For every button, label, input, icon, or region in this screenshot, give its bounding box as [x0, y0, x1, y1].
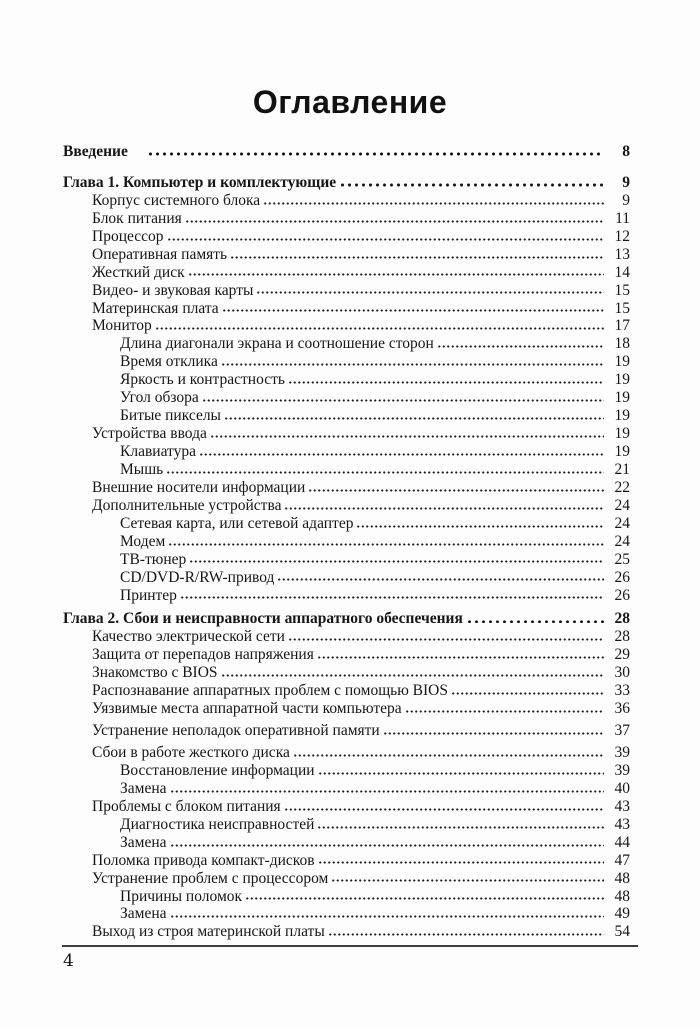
toc-entry	[63, 210, 630, 228]
toc-entry-page: 24	[614, 532, 630, 550]
toc-entry	[63, 497, 630, 515]
toc-entry-page: 26	[614, 568, 630, 586]
dot-leader	[166, 470, 604, 474]
toc-entry-page: 17	[614, 317, 630, 335]
toc-entry-label: Жесткий диск	[92, 263, 185, 281]
toc-entry-page: 44	[614, 833, 630, 851]
toc-entry-label: Длина диагонали экрана и соотношение сторон	[120, 335, 434, 353]
dot-leader	[189, 560, 604, 564]
toc-entry-page: 43	[614, 815, 630, 833]
toc-entry-label: Защита от перепадов напряжения	[92, 646, 314, 664]
toc-entry-page: 8	[622, 143, 630, 160]
toc-entry	[63, 646, 630, 664]
dot-leader	[317, 655, 604, 659]
dot-leader	[339, 183, 604, 187]
toc-entry-label: Модем	[120, 532, 166, 550]
toc-entry	[63, 780, 630, 798]
toc-entry-page: 30	[614, 664, 630, 682]
dot-leader	[170, 914, 604, 918]
toc-entry-page: 19	[614, 443, 630, 460]
dot-leader	[284, 807, 604, 811]
toc-entry-page: 36	[614, 700, 630, 718]
page-number: 4	[63, 951, 74, 971]
toc-entry	[63, 143, 630, 161]
toc-entry	[63, 798, 630, 816]
toc-entry	[63, 317, 630, 335]
dot-leader	[168, 542, 604, 546]
dot-leader	[405, 709, 604, 713]
dot-leader	[383, 731, 604, 735]
toc-entry-page: 19	[614, 371, 630, 389]
toc-entry-label: Видео- и звуковая карты	[92, 281, 254, 299]
toc-entry	[63, 515, 630, 533]
toc-entry-page: 9	[622, 191, 630, 209]
toc-entry-label: Восстановление информации	[120, 761, 315, 779]
toc-entry-label: Битые пикселы	[120, 407, 221, 425]
toc-entry-page: 33	[614, 682, 630, 700]
toc-entry-page: 25	[614, 550, 630, 568]
toc-entry-page: 21	[614, 460, 630, 478]
dot-leader	[185, 219, 604, 223]
dot-leader	[263, 201, 604, 205]
toc-entry-label: Введение	[63, 143, 128, 160]
toc-entry	[63, 628, 630, 646]
dot-leader	[202, 398, 604, 402]
toc-entry-label: Угол обзора	[120, 389, 199, 407]
dot-leader	[224, 416, 604, 420]
toc-entry-page: 40	[614, 779, 630, 797]
toc-entry	[63, 569, 630, 587]
toc-entry-page: 18	[614, 335, 630, 353]
toc-list	[63, 143, 630, 941]
toc-entry	[63, 461, 630, 479]
dot-leader	[210, 434, 604, 438]
toc-entry-label: CD/DVD-R/RW-привод	[120, 568, 275, 586]
toc-entry-page: 12	[614, 227, 630, 245]
dot-leader	[221, 673, 604, 677]
toc-entry-page: 43	[614, 797, 630, 815]
toc-entry-page: 19	[614, 407, 630, 425]
toc-entry-page: 48	[614, 887, 630, 905]
toc-entry-label: Поломка привода компакт-дисков	[92, 851, 315, 869]
toc-entry-page: 29	[614, 646, 630, 664]
dot-leader	[288, 380, 604, 384]
toc-entry	[63, 300, 630, 318]
toc-entry	[63, 335, 630, 353]
toc-entry-label: Знакомство с BIOS	[92, 664, 218, 682]
dot-leader	[451, 691, 604, 695]
toc-entry-label: Устройства ввода	[92, 425, 207, 443]
dot-leader	[230, 255, 604, 259]
dot-leader	[331, 879, 604, 883]
dot-leader	[277, 578, 604, 582]
dot-leader	[288, 637, 604, 641]
dot-leader	[188, 273, 604, 277]
dot-leader	[328, 932, 604, 936]
toc-entry-page: 11	[615, 209, 630, 227]
toc-entry-label: Принтер	[120, 586, 177, 604]
toc-entry	[63, 479, 630, 497]
toc-entry	[63, 888, 630, 906]
dot-leader	[180, 596, 604, 600]
toc-entry	[63, 443, 630, 461]
toc-entry-label: ТВ-тюнер	[120, 550, 187, 568]
toc-entry-label: Диагностика неисправностей	[120, 815, 315, 833]
dot-leader	[356, 524, 604, 528]
dot-leader	[466, 619, 604, 623]
toc-entry	[63, 762, 630, 780]
toc-entry-page: 9	[622, 173, 630, 191]
toc-entry-label: Сбои в работе жесткого диска	[92, 744, 290, 761]
toc-entry-label: Выход из строя материнской платы	[92, 923, 325, 941]
dot-leader	[256, 291, 604, 295]
toc-entry	[63, 700, 630, 718]
dot-leader	[293, 753, 604, 757]
toc-entry-label: Проблемы с блоком питания	[92, 797, 281, 815]
toc-entry-label: Замена	[120, 905, 167, 923]
toc-entry-page: 15	[614, 281, 630, 299]
toc-entry-page: 37	[614, 722, 630, 740]
toc-entry-page: 19	[614, 389, 630, 407]
toc-entry-label: Блок питания	[92, 209, 182, 227]
toc-entry-page: 48	[614, 869, 630, 887]
toc-entry	[63, 389, 630, 407]
toc-entry	[63, 587, 630, 605]
dot-leader	[308, 488, 604, 492]
toc-entry	[63, 282, 630, 300]
toc-entry-page: 39	[614, 744, 630, 761]
toc-entry	[63, 228, 630, 246]
toc-entry-label: Распознавание аппаратных проблем с помощью BIOS	[92, 682, 448, 700]
toc-entry	[63, 610, 630, 628]
toc-entry-page: 24	[614, 496, 630, 514]
toc-entry-label: Корпус системного блока	[92, 191, 261, 209]
toc-entry-page: 39	[614, 761, 630, 779]
dot-leader	[437, 344, 604, 348]
dot-leader	[222, 309, 604, 313]
toc-entry-label: Внешние носители информации	[92, 478, 306, 496]
dot-leader	[221, 362, 604, 366]
toc-entry	[63, 264, 630, 282]
dot-leader	[170, 843, 604, 847]
dot-leader	[318, 771, 604, 775]
toc-entry-label: Глава 1. Компьютер и комплектующие	[63, 173, 337, 191]
toc-entry-label: Устранение неполадок оперативной памяти	[92, 722, 380, 740]
toc-entry	[63, 870, 630, 888]
dot-leader	[167, 237, 604, 241]
toc-entry	[63, 852, 630, 870]
toc-entry-page: 24	[614, 514, 630, 532]
toc-entry	[63, 407, 630, 425]
toc-entry-label: Оперативная память	[92, 245, 228, 263]
toc-entry	[63, 682, 630, 700]
dot-leader	[284, 506, 604, 510]
toc-entry-label: Мышь	[120, 460, 164, 478]
toc-entry	[63, 246, 630, 264]
toc-entry-page: 47	[614, 851, 630, 869]
toc-entry-page: 19	[614, 425, 630, 443]
toc-entry-label: Дополнительные устройства	[92, 496, 282, 514]
toc-entry	[63, 425, 630, 443]
toc-entry	[63, 353, 630, 371]
toc-entry-page: 54	[614, 923, 630, 941]
toc-entry-label: Уязвимые места аппаратной части компьютера	[92, 700, 402, 718]
footer-rule	[62, 945, 638, 947]
toc-entry	[63, 371, 630, 389]
toc-entry-label: Сетевая карта, или сетевой адаптер	[120, 514, 354, 532]
toc-entry-page: 19	[614, 353, 630, 371]
toc-entry-label: Клавиатура	[120, 443, 196, 460]
dot-leader	[199, 452, 604, 456]
toc-entry-page: 49	[614, 905, 630, 923]
toc-entry	[63, 905, 630, 923]
toc-entry	[63, 533, 630, 551]
toc-entry-page: 26	[614, 586, 630, 604]
toc-entry-page: 14	[614, 263, 630, 281]
dot-leader	[147, 152, 604, 156]
toc-entry-label: Материнская плата	[92, 299, 219, 317]
toc-entry-page: 13	[614, 245, 630, 263]
toc-entry-label: Устранение проблем с процессором	[92, 869, 329, 887]
toc-entry	[63, 834, 630, 852]
toc-entry	[63, 923, 630, 941]
toc-entry-label: Глава 2. Сбои и неисправности аппаратного обеспечения	[63, 610, 463, 628]
toc-entry-label: Процессор	[92, 227, 164, 245]
toc-entry-page: 22	[614, 478, 630, 496]
toc-entry	[63, 744, 630, 762]
toc-entry	[63, 174, 630, 192]
toc-entry	[63, 664, 630, 682]
toc-entry-label: Замена	[120, 779, 167, 797]
toc-entry-page: 28	[614, 610, 630, 628]
dot-leader	[318, 861, 604, 865]
toc-entry	[63, 816, 630, 834]
dot-leader	[170, 789, 604, 793]
page-title: Оглавление	[252, 84, 448, 120]
toc-entry-label: Причины поломок	[120, 887, 243, 905]
toc-entry	[63, 722, 630, 740]
toc-entry-page: 28	[614, 628, 630, 646]
toc-entry	[63, 192, 630, 210]
toc-entry-page: 15	[614, 299, 630, 317]
toc-entry-label: Замена	[120, 833, 167, 851]
toc-entry-label: Яркость и контрастность	[120, 371, 285, 389]
toc-entry-label: Монитор	[92, 317, 152, 335]
dot-leader	[245, 897, 604, 901]
dot-leader	[317, 825, 604, 829]
toc-entry-label: Время отклика	[120, 353, 218, 371]
toc-entry	[63, 551, 630, 569]
dot-leader	[155, 326, 604, 330]
toc-entry-label: Качество электрической сети	[92, 628, 285, 646]
